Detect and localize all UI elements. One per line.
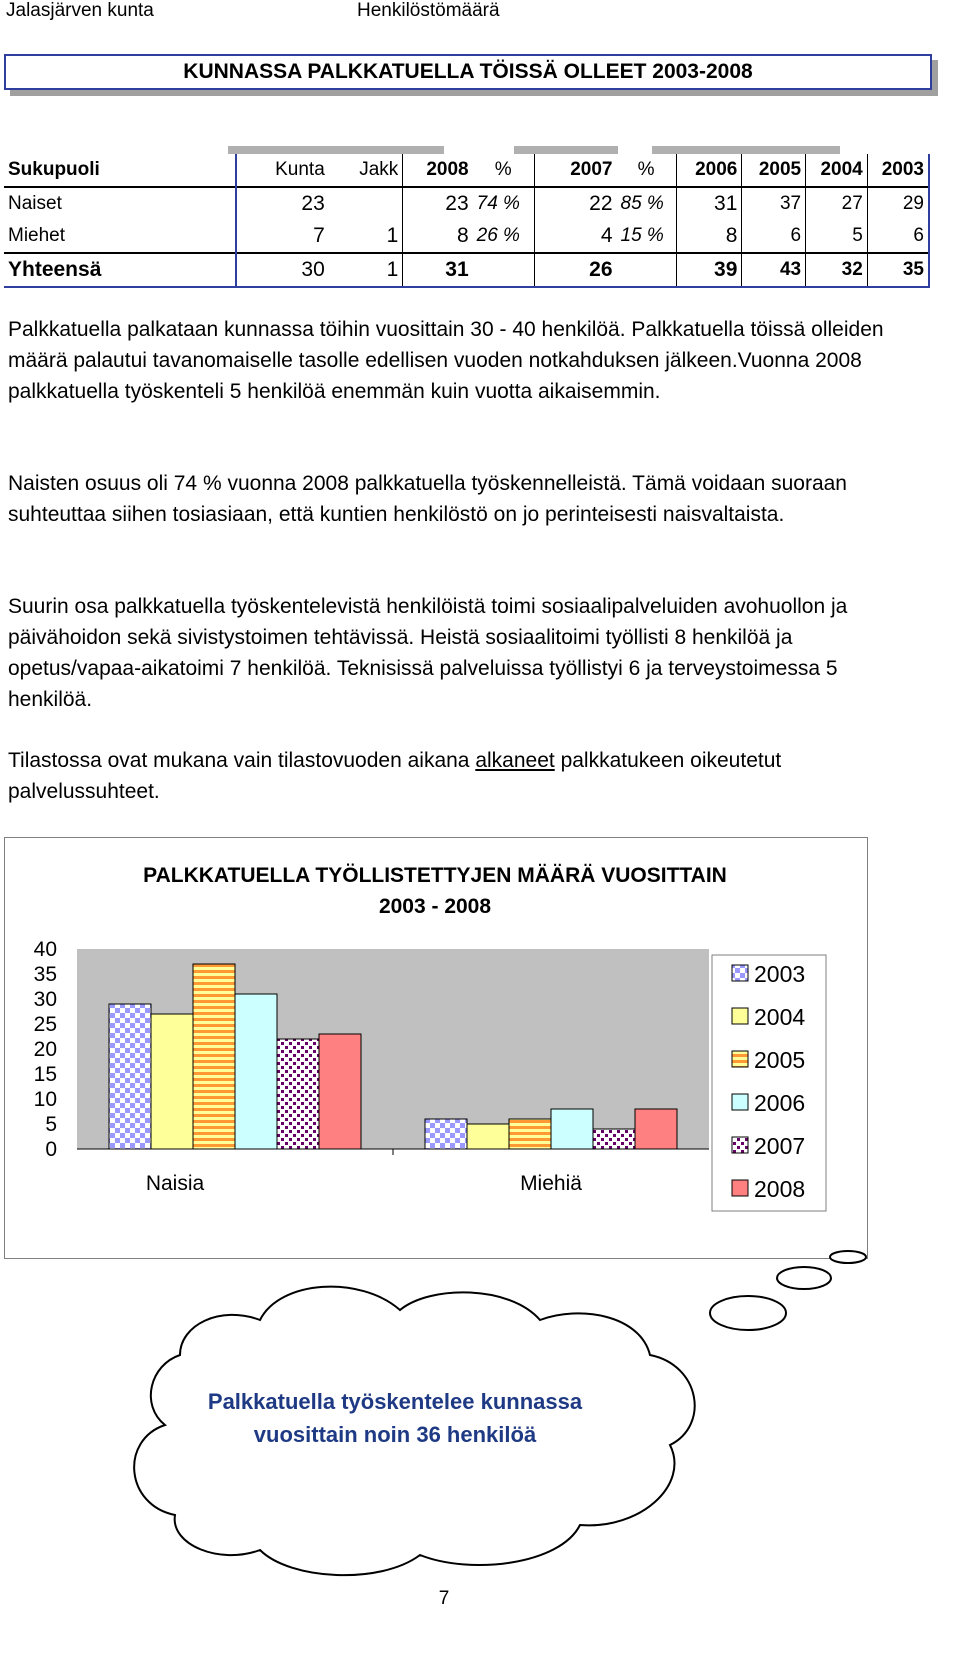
paragraph: Naisten osuus oli 74 % vuonna 2008 palkkatuella työskennelleistä. Tämä voidaan suoraan suhteuttaa siihen tosiasiaan, että kuntien henkilöstö on jo perinteisesti naisvaltaista. [8, 472, 847, 526]
y-tick-label: 30 [33, 988, 57, 1011]
header-cell: Sukupuoli [4, 154, 236, 187]
cell: 8 [676, 220, 742, 253]
table-row [4, 220, 929, 253]
y-tick-label: 40 [33, 938, 57, 961]
row-label: Miehet [8, 225, 66, 246]
legend-label: 2007 [754, 1133, 806, 1159]
header-cell: 2004 [806, 154, 868, 187]
cell: 4 [534, 220, 616, 253]
legend-label: 2004 [754, 1004, 806, 1030]
header-left: Jalasjärven kunta [6, 0, 154, 21]
bar-2005-Naisia [193, 964, 235, 1149]
bar-2006-Miehiä [551, 1109, 593, 1149]
cell: 43 [742, 253, 806, 287]
legend-swatch-2008 [732, 1180, 748, 1196]
cell: 23 [236, 187, 329, 220]
bar-2007-Miehiä [593, 1129, 635, 1149]
cloud-bubble-large [710, 1296, 786, 1330]
legend-box [712, 955, 826, 1211]
legend-label: 2006 [754, 1090, 806, 1116]
legend-swatch-2006 [732, 1094, 748, 1110]
cell: 15 % [620, 225, 664, 246]
paragraph: Suurin osa palkkatuella työskentelevistä henkilöistä toimi sosiaalipalveluiden avohuollon ja päivähoidon sekä sivistystoimen tehtävissä. Heistä sosiaalitoimi työllisti 8 henkilöä ja opetus/vapaa-aikatoimi 7 henkilöä. Teknisissä palveluissa työllistyi 6 ja terveystoimessa 5 henkilöä. [8, 595, 848, 711]
cell: 30 [236, 253, 329, 287]
cell: 26 [534, 253, 616, 287]
header-cell: % [473, 154, 535, 187]
chart-subtitle: 2003 - 2008 [378, 895, 492, 918]
cell: 29 [867, 187, 929, 220]
x-category-label: Miehiä [520, 1172, 582, 1195]
cell: 22 [534, 187, 616, 220]
cell: 85 % [620, 193, 664, 214]
chart-title-line: PALKKATUELLA TYÖLLISTETTYJEN MÄÄRÄ VUOSITTAIN [143, 864, 727, 887]
y-tick-label: 20 [33, 1038, 57, 1061]
bar-2004-Naisia [151, 1014, 193, 1149]
page-number: 7 [438, 1588, 450, 1609]
cell: 32 [806, 253, 868, 287]
bar-2006-Naisia [235, 994, 277, 1149]
cell [329, 187, 403, 220]
cell: 31 [676, 187, 742, 220]
bar-2004-Miehiä [467, 1124, 509, 1149]
legend-label: 2003 [754, 961, 806, 987]
header-cell: 2006 [676, 154, 742, 187]
cell: 1 [386, 224, 399, 247]
cell: 35 [867, 253, 929, 287]
header-cell: Kunta [236, 154, 329, 187]
cell: 26 % [476, 225, 520, 246]
row-label: Yhteensä [8, 258, 102, 281]
header-cell: Jakk [329, 154, 403, 187]
cell: 6 [742, 220, 806, 253]
callout-text: Palkkatuella työskentelee kunnassa vuosittain noin 36 henkilöä [207, 1389, 583, 1447]
text: palkkatukeen oikeutetut palvelussuhteet. [8, 749, 782, 803]
chart-frame [4, 837, 868, 1259]
cell: 23 [403, 187, 473, 220]
cell: 37 [742, 187, 806, 220]
cell [617, 253, 677, 287]
y-tick-label: 0 [45, 1138, 57, 1161]
y-tick-label: 15 [33, 1063, 57, 1086]
legend-swatch-2005 [732, 1051, 748, 1067]
page-title: KUNNASSA PALKKATUELLA TÖISSÄ OLLEET 2003-2008 [4, 54, 932, 90]
legend-swatch-2007 [732, 1137, 748, 1153]
table-header-row [4, 154, 929, 187]
bar-2008-Naisia [319, 1034, 361, 1149]
cell: 31 [403, 253, 473, 287]
bar-2005-Miehiä [509, 1119, 551, 1149]
header-cell: 2005 [742, 154, 806, 187]
row-label: Naiset [8, 193, 62, 214]
bar-2003-Miehiä [425, 1119, 467, 1149]
bar-2003-Naisia [109, 1004, 151, 1149]
text: Tilastossa ovat mukana vain tilastovuoden aikana [8, 749, 476, 772]
cell: 39 [676, 253, 742, 287]
header-cell: 2007 [534, 154, 616, 187]
y-tick-label: 25 [33, 1013, 57, 1036]
y-tick-label: 10 [33, 1088, 57, 1111]
stats-table [4, 154, 930, 288]
table-row-total [4, 253, 929, 287]
legend-swatch-2003 [732, 965, 748, 981]
cell: 27 [806, 187, 868, 220]
bar-chart [5, 838, 865, 1256]
y-tick-label: 5 [45, 1113, 57, 1136]
legend-label: 2008 [754, 1176, 806, 1202]
cell: 5 [806, 220, 868, 253]
cell: 74 % [476, 193, 520, 214]
cell: 8 [403, 220, 473, 253]
cell: 7 [236, 220, 329, 253]
legend-label: 2005 [754, 1047, 806, 1073]
cell [473, 253, 535, 287]
legend-swatch-2004 [732, 1008, 748, 1024]
underlined-text: alkaneet [475, 749, 555, 772]
cell: 6 [867, 220, 929, 253]
y-tick-label: 35 [33, 963, 57, 986]
cloud-bubble-small [830, 1251, 866, 1263]
header-center: Henkilöstömäärä [357, 0, 500, 21]
header-cell: % [617, 154, 677, 187]
bar-2007-Naisia [277, 1039, 319, 1149]
header-cell: 2003 [867, 154, 929, 187]
cell: 1 [386, 258, 399, 281]
paragraph [8, 745, 920, 807]
table-row [4, 187, 929, 220]
paragraph: Palkkatuella palkataan kunnassa töihin vuosittain 30 - 40 henkilöä. Palkkatuella töissä olleiden määrä palautui tavanomaiselle tasolle edellisen vuoden notkahduksen jälkeen.Vuonna 2008 palkkatuella työskenteli 5 henkilöä enemmän kuin vuotta aikaisemmin. [8, 318, 884, 403]
x-category-label: Naisia [145, 1172, 205, 1195]
header-cell: 2008 [403, 154, 473, 187]
bar-2008-Miehiä [635, 1109, 677, 1149]
cloud-bubble-medium [777, 1267, 831, 1289]
